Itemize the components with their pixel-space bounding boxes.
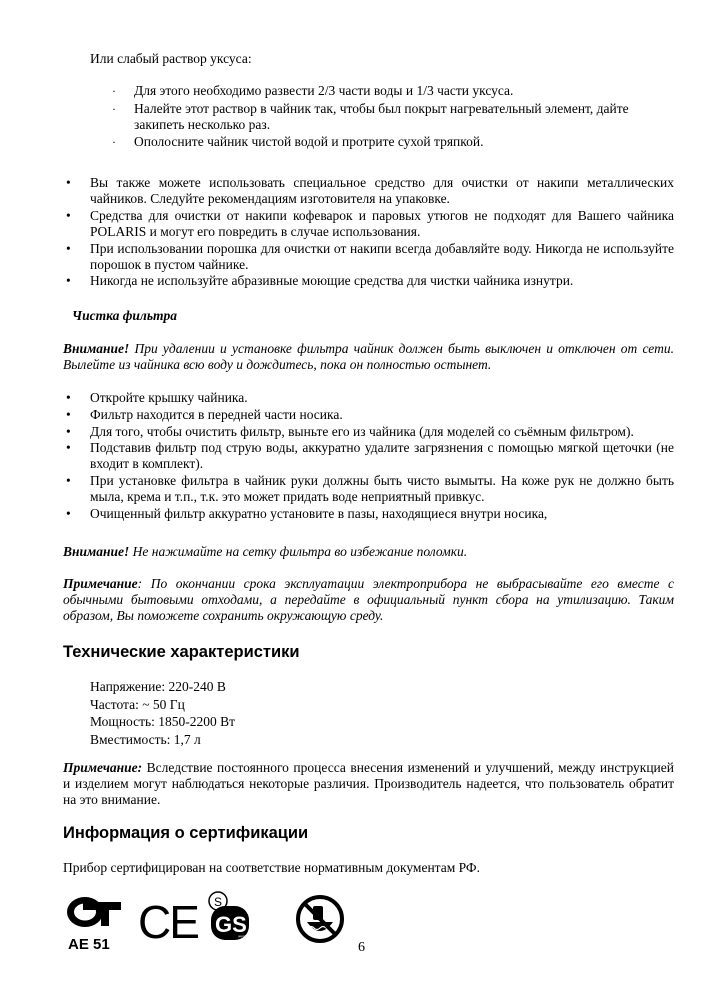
svg-text:S: S	[214, 895, 223, 909]
changes-note: Примечание: Вследствие постоянного процесса внесения изменений и улучшений, между инструкцией и изделием могут наблюдаться некоторые различия. Производитель надеется, что пользователь обратит на это внимание.	[63, 760, 674, 807]
list-item: • При установке фильтра в чайник руки должны быть чисто вымыты. На коже рук не должно быть мыла, крема и т.п., т.к. это может придать воде неприятный привкус.	[66, 473, 674, 505]
list-item: • Очищенный фильтр аккуратно установите в пазы, находящиеся внутри носика,	[66, 505, 548, 521]
bullet-icon: ·	[112, 135, 116, 149]
bullet-icon: •	[66, 207, 71, 223]
bullet-icon: •	[66, 440, 71, 456]
svg-text:geprüfte Sicherheit: geprüfte Sicherheit	[238, 934, 264, 938]
list-item: • Средства для очистки от накипи кофеварок и паровых утюгов не подходят для Вашего чайника POLARIS и могут его повредить в случае использования.	[66, 207, 674, 239]
bullet-icon: •	[66, 390, 71, 405]
spec-voltage: Напряжение: 220-240 В	[90, 679, 226, 694]
gs-logo	[209, 892, 263, 940]
filter-heading: Чистка фильтра	[72, 308, 178, 323]
list-item: • При использовании порошка для очистки от накипи всегда добавляйте воду. Никогда не используйте порошок в пустом чайнике.	[66, 240, 674, 272]
bullet-icon: •	[66, 273, 71, 289]
bullet-icon: •	[66, 406, 71, 422]
bullet-icon: •	[66, 505, 71, 521]
list-item: • Фильтр находится в передней части носика.	[66, 406, 343, 422]
bullet-icon: •	[66, 240, 71, 256]
no-immersion-icon	[298, 897, 342, 941]
descaling-notes-list	[63, 175, 674, 290]
bullet-icon: •	[66, 175, 71, 190]
disposal-note: Примечание: По окончании срока эксплуатации электроприбора не выбрасывайте его вместе с обычными бытовыми отходами, а передайте в официальный пункт сбора на утилизацию. Таким образом, Вы поможете сохранить окружающую среду.	[63, 576, 674, 623]
intro-line: Или слабый раствор уксуса:	[90, 51, 252, 66]
rst-logo	[67, 897, 121, 953]
cert-text: Прибор сертифицирован на соответствие нормативным документам РФ.	[63, 860, 480, 875]
specs-heading: Технические характеристики	[63, 643, 300, 661]
cert-heading: Информация о сертификации	[63, 824, 309, 842]
filter-steps-list	[63, 390, 674, 523]
list-item: • Никогда не используйте абразивные моющие средства для чистки чайника изнутри.	[66, 273, 574, 289]
list-item: • Для того, чтобы очистить фильтр, выньте его из чайника (для моделей со съёмным фильтром).	[66, 423, 634, 439]
spec-frequency: Частота: ~ 50 Гц	[90, 696, 185, 712]
bullet-icon: ·	[112, 84, 116, 98]
svg-text:CE: CE	[138, 896, 198, 948]
list-item: • Подставив фильтр под струю воды, аккуратно удалите загрязнения с помощью мягкой щеточки (не входит в комплект).	[66, 440, 674, 472]
bullet-icon: ·	[112, 101, 116, 116]
svg-text:GS: GS	[215, 912, 247, 937]
list-item: · Ополосните чайник чистой водой и протрите сухой тряпкой.	[112, 134, 484, 149]
list-item: · Для этого необходимо развести 2/3 части воды и 1/3 части уксуса.	[112, 83, 514, 98]
spec-power: Мощность: 1850-2200 Вт	[90, 714, 236, 729]
bullet-icon: •	[66, 473, 71, 489]
vinegar-steps-list	[112, 83, 674, 152]
list-item: • Откройте крышку чайника.	[66, 390, 248, 405]
list-item: • Вы также можете использовать специальное средство для очистки от накипи металлических чайников. Следуйте рекомендациям изготовителя на упаковке.	[66, 175, 674, 206]
ce-logo	[138, 896, 198, 948]
bullet-icon: •	[66, 423, 71, 439]
filter-warning: Внимание! При удалении и установке фильтра чайник должен быть выключен и отключен от сети. Вылейте из чайника всю воду и дождитесь, пока он полностью остынет.	[63, 341, 674, 372]
filter-mesh-warning: Внимание! Не нажимайте на сетку фильтра во избежание поломки.	[63, 544, 468, 559]
specs-list	[90, 678, 235, 748]
page-number: 6	[358, 940, 365, 955]
svg-text:AE 51: AE 51	[68, 936, 110, 953]
spec-capacity: Вместимость: 1,7 л	[90, 731, 201, 747]
list-item: · Налейте этот раствор в чайник так, чтобы был покрыт нагревательный элемент, дайте закипеть несколько раз.	[112, 100, 629, 132]
certification-logos	[63, 888, 363, 958]
